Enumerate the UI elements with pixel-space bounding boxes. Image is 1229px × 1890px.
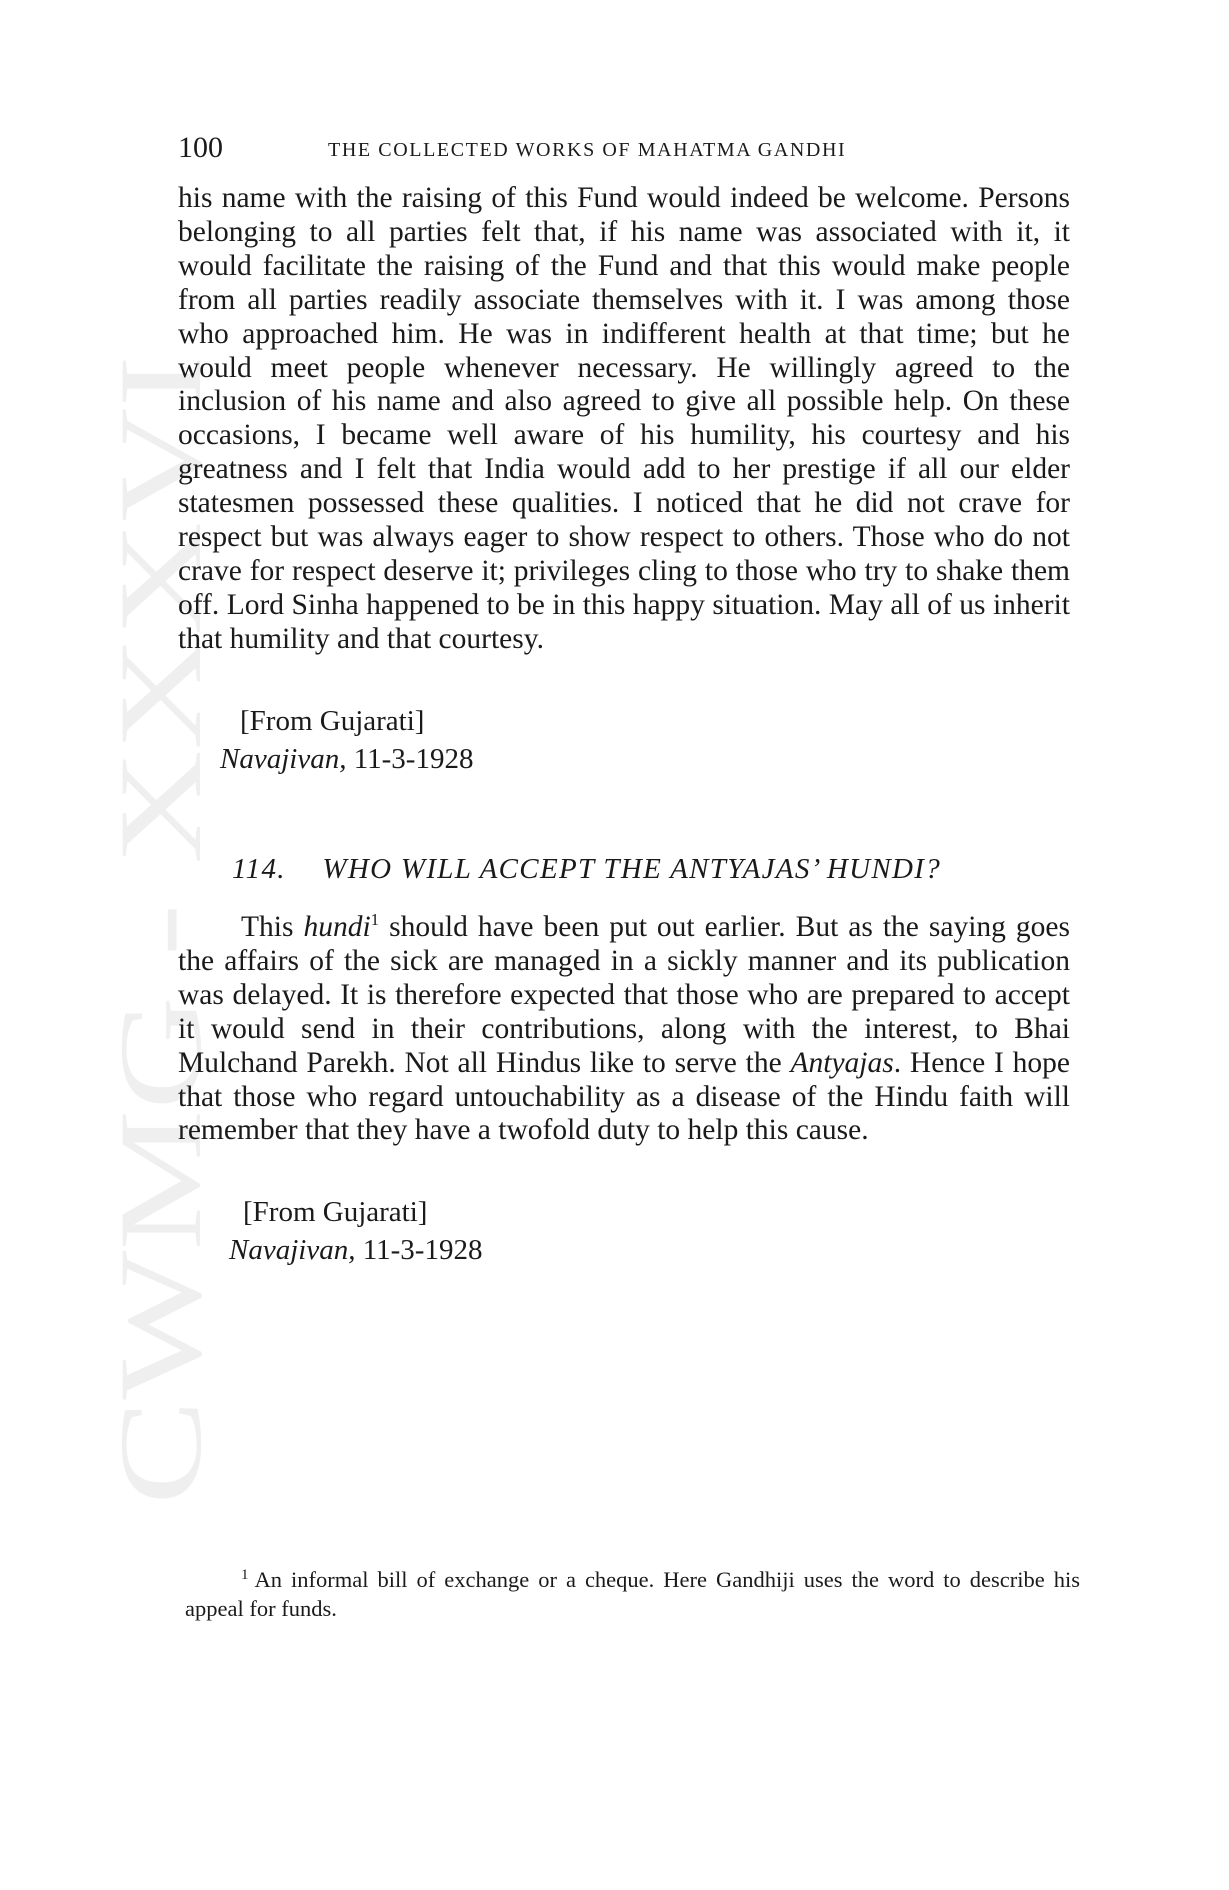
- publication-name: Navajivan,: [229, 1234, 356, 1266]
- source-citation: [220, 740, 473, 778]
- article-title: WHO WILL ACCEPT THE ANTYAJAS’ HUNDI?: [322, 853, 942, 885]
- source-citation: [229, 1231, 482, 1269]
- paragraph-text: his name with the raising of this Fund would indeed be welcome. Persons belonging to all parties felt that, if his name was associated with it, it would facilitate the raising of the Fund and that this would make people from all parties readily associate themselves with it. I was among those who approached him. He was in indifferent health at that time; but he would meet people whenever necessary. He willingly agreed to the inclusion of his name and also agreed to give all possible help. On these occasions, I became well aware of his humility, his courtesy and his greatness and I felt that India would add to her prestige if all our elder statesmen possessed these qualities. I noticed that he did not crave for respect but was always eager to show respect to others. Those who do not crave for respect deserve it; privileges cling to those who try to shake them off. Lord Sinha happened to be in this happy situation. May all of us inherit that humility and that courtesy.: [178, 182, 1070, 655]
- article-number: 114.: [232, 853, 286, 885]
- source-language: [From Gujarati]: [240, 705, 425, 737]
- continued-paragraph: [178, 182, 1070, 657]
- footnote: [185, 1565, 1080, 1623]
- article-body: [178, 911, 1070, 1148]
- text-run: . Hence I hope that those who regard untouchability as a disease of the Hindu faith will remember that they have a twofold duty to help this cause.: [178, 1046, 1070, 1147]
- footnote-ref: 1: [370, 910, 380, 930]
- text-run: should have been put out earlier. But as the saying goes the affairs of the sick are managed in a sickly manner and its publication was delayed. It is therefore expected that those who are prepared to accept it would send in their contributions, along with the interest, to Bhai Mulchand Parekh. Not all Hindus like to serve the: [178, 911, 1070, 1079]
- article-heading: [232, 849, 941, 889]
- publication-name: Navajivan,: [220, 743, 347, 775]
- text-run: This: [241, 911, 304, 943]
- publication-date: 11-3-1928: [362, 1234, 483, 1266]
- term-antyajas: Antyajas: [790, 1046, 894, 1079]
- footnote-marker: 1: [241, 1566, 249, 1583]
- page-number: 100: [178, 131, 223, 164]
- running-title: THE COLLECTED WORKS OF MAHATMA GANDHI: [328, 139, 847, 161]
- source-language: [From Gujarati]: [243, 1196, 428, 1228]
- publication-date: 11-3-1928: [353, 743, 474, 775]
- footnote-text: An informal bill of exchange or a cheque. Here Gandhiji uses the word to describe his appeal for funds.: [185, 1567, 1080, 1621]
- article-paragraph: [178, 911, 1070, 1148]
- term-hundi: hundi: [303, 911, 371, 943]
- page-header: [178, 128, 1078, 168]
- source-note-1: [220, 702, 474, 778]
- watermark-text: CWMG - XXXVI: [95, 646, 226, 1505]
- source-note-2: [229, 1193, 483, 1269]
